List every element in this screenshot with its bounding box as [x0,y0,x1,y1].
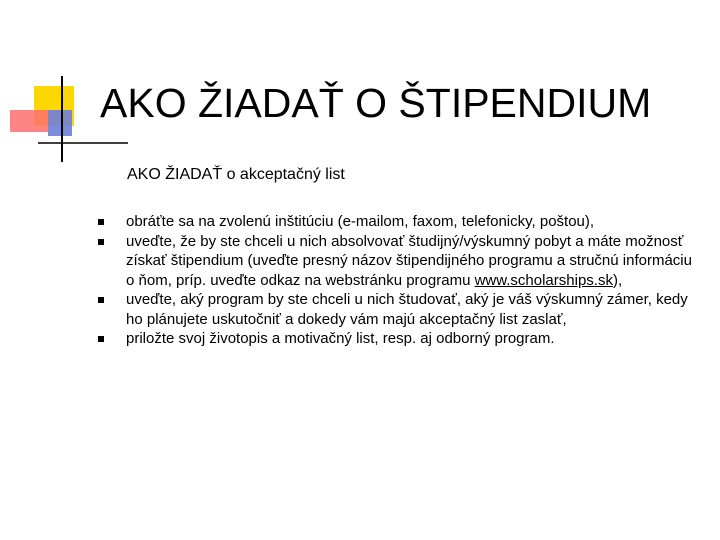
decor-blue-square [48,110,72,136]
bullet-item [98,329,698,349]
bullet-list [98,212,698,349]
slide-title: AKO ŽIADAŤ O ŠTIPENDIUM [100,80,652,126]
bullet-text: uveďte, že by ste chceli u nich absolvovať študijný/výskumný pobyt a máte možnosť získať štipendium (uveďte presný názov štipendijného programu a stručnú informáciu o ňom, príp. uveďte odkaz na webstránku programu [126,232,692,289]
bullet-text: priložte svoj životopis a motivačný list, resp. aj odborný program. [126,330,555,347]
square-bullet-icon [98,239,104,245]
square-bullet-icon [98,297,104,303]
scholarships-link[interactable]: www.scholarships.sk [474,271,613,289]
bullet-item [98,212,698,232]
bullet-text: uveďte, aký program by ste chceli u nich študovať, aký je váš výskumný zámer, kedy ho plánujete uskutočniť a dokedy vám majú akceptačný list zaslať, [126,291,688,328]
decor-red-square [10,110,48,132]
slide-subtitle: AKO ŽIADAŤ o akceptačný list [127,166,345,183]
bullet-text: obráťte sa na zvolenú inštitúciu (e-mailom, faxom, telefonicky, poštou), [126,213,595,230]
bullet-item [98,232,698,291]
square-bullet-icon [98,219,104,225]
bullet-item [98,290,698,329]
square-bullet-icon [98,336,104,342]
bullet-text-suffix: ), [612,271,623,289]
